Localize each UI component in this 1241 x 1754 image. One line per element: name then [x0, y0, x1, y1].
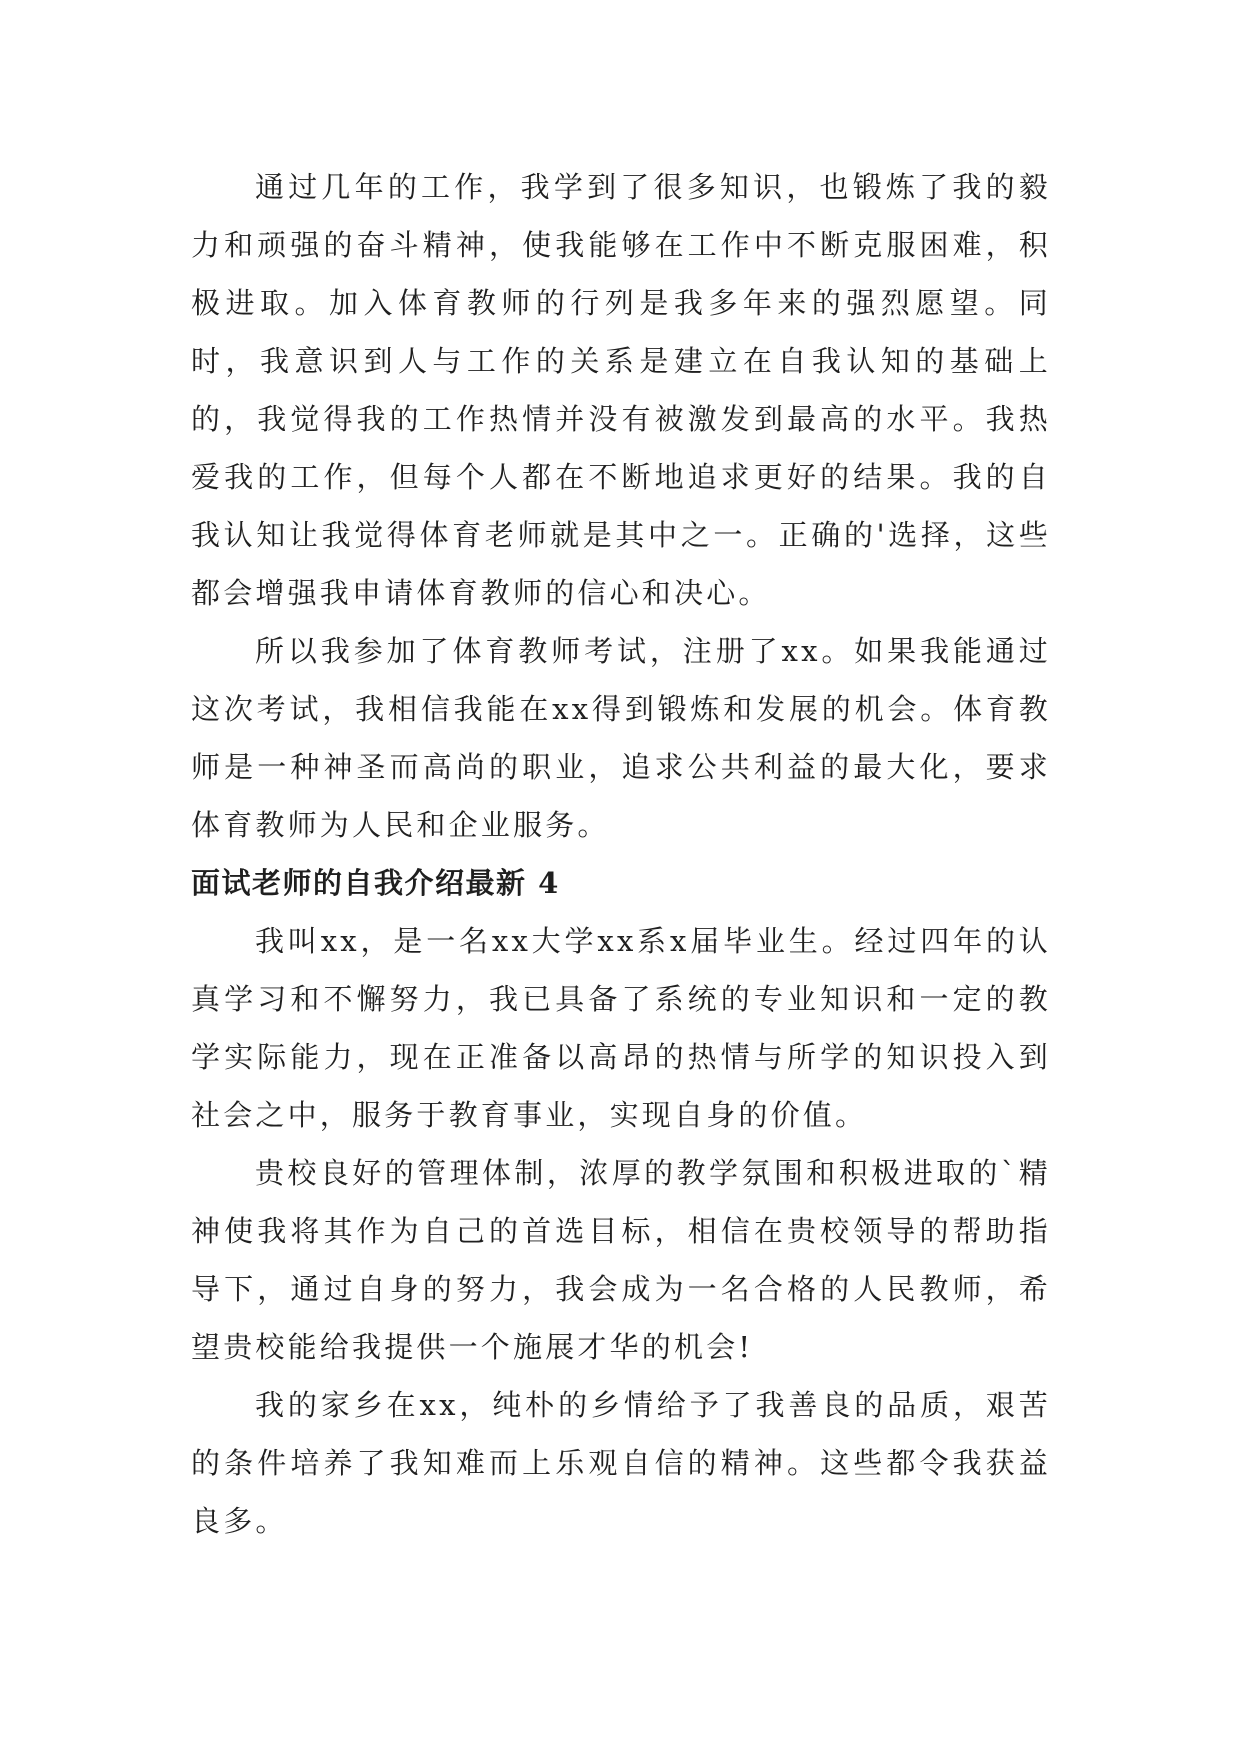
section-title: 面试老师的自我介绍最新 4	[191, 866, 560, 900]
paragraph-5: 我的家乡在xx，纯朴的乡情给予了我善良的品质，艰苦的条件培养了我知难而上乐观自信的精神。这些都令我获益良多。	[191, 1388, 1051, 1538]
paragraph-4: 贵校良好的管理体制，浓厚的教学氛围和积极进取的`精神使我将其作为自己的首选目标，相信在贵校领导的帮助指导下，通过自身的努力，我会成为一名合格的人民教师，希望贵校能给我提供一个施展才华的机会!	[191, 1156, 1051, 1364]
paragraph-3: 我叫xx，是一名xx大学xx系x届毕业生。经过四年的认真学习和不懈努力，我已具备了系统的专业知识和一定的教学实际能力，现在正准备以高昂的热情与所学的知识投入到社会之中，服务于教育事业，实现自身的价值。	[191, 924, 1051, 1132]
paragraph-1: 通过几年的工作，我学到了很多知识，也锻炼了我的毅力和顽强的奋斗精神，使我能够在工作中不断克服困难，积极进取。加入体育教师的行列是我多年来的强烈愿望。同时，我意识到人与工作的关系是建立在自我认知的基础上的，我觉得我的工作热情并没有被激发到最高的水平。我热爱我的工作，但每个人都在不断地追求更好的结果。我的自我认知让我觉得体育老师就是其中之一。正确的'选择，这些都会增强我申请体育教师的信心和决心。	[191, 170, 1051, 610]
document-page	[191, 158, 1051, 1550]
paragraph-2: 所以我参加了体育教师考试，注册了xx。如果我能通过这次考试，我相信我能在xx得到锻炼和发展的机会。体育教师是一种神圣而高尚的职业，追求公共利益的最大化，要求体育教师为人民和企业服务。	[191, 634, 1051, 842]
